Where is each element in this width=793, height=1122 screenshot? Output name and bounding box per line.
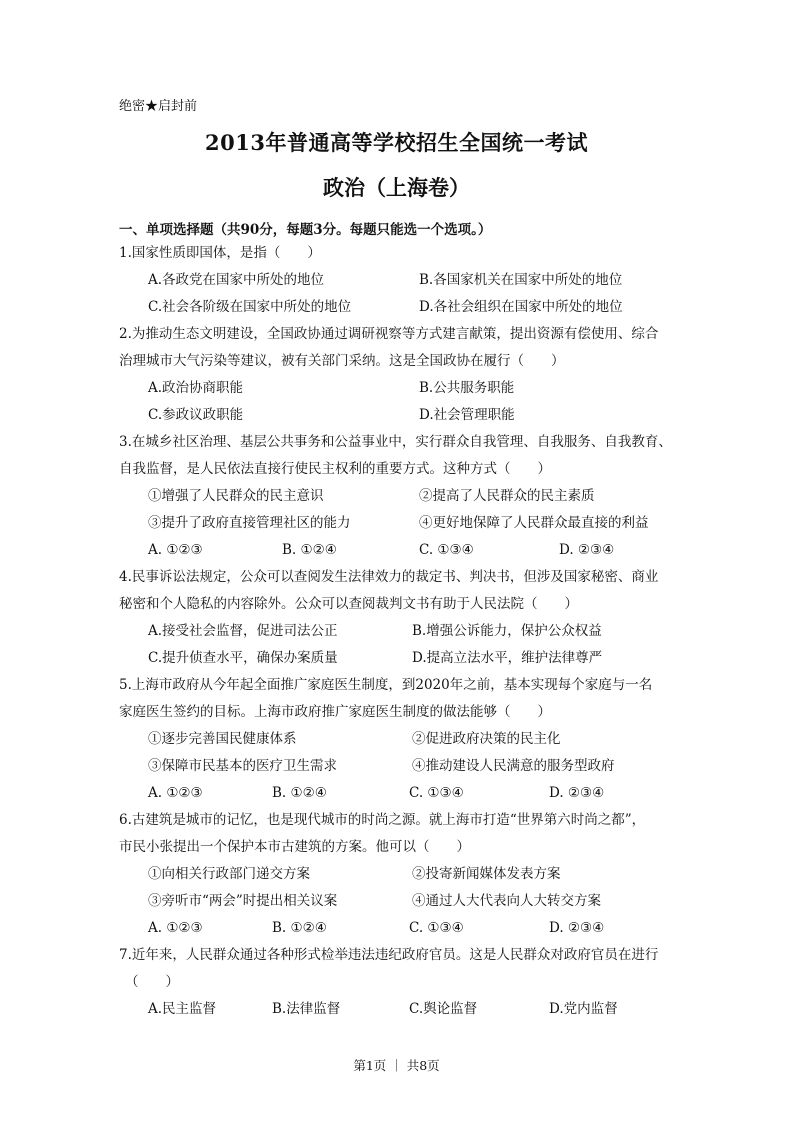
- choice-row: [119, 780, 679, 807]
- question-stem: 市民小张提出一个保护本市古建筑的方案。他可以（ ）: [119, 839, 470, 855]
- page-footer: 第1页 ｜ 共8页: [353, 1058, 440, 1073]
- option-row: [119, 402, 679, 429]
- question-stem: （ ）: [125, 974, 179, 990]
- statement-row: [119, 861, 679, 888]
- option-row: [119, 618, 679, 645]
- statement-row: [119, 888, 679, 915]
- question-list: [119, 240, 679, 1023]
- exam-title: 2013年普通高等学校招生全国统一考试: [205, 130, 588, 155]
- section-title: 一、单项选择题（共90分，每题3分。每题只能选一个选项。）: [119, 222, 492, 238]
- choice-c: C. ①③④: [409, 785, 464, 801]
- question-5: [119, 672, 679, 807]
- option-a: A.政治协商职能: [148, 380, 244, 396]
- question-stem: 3.在城乡社区治理、基层公共事务和公益事业中，实行群众自我管理、自我服务、自我教育、: [119, 434, 672, 450]
- option-b: B.公共服务职能: [419, 380, 515, 396]
- option-a: A.接受社会监督，促进司法公正: [148, 623, 338, 639]
- choice-row: [119, 537, 679, 564]
- choice-d: D. ②③④: [549, 920, 605, 936]
- option-c: C.提升侦查水平，确保办案质量: [148, 650, 338, 666]
- choice-a: A.民主监督: [148, 1001, 217, 1017]
- question-stem: 2.为推动生态文明建设，全国政协通过调研视察等方式建言献策，提出资源有偿使用、综合: [119, 326, 659, 342]
- question-3: [119, 429, 679, 564]
- statement-row: [119, 726, 679, 753]
- question-stem: 4.民事诉讼法规定，公众可以查阅发生法律效力的裁定书、判决书，但涉及国家秘密、商业: [119, 569, 659, 585]
- question-stem: 6.古建筑是城市的记忆，也是现代城市的时尚之源。就上海市打造“世界第六时尚之都”，: [119, 812, 646, 828]
- choice-row: [119, 915, 679, 942]
- statement-1: ①增强了人民群众的民主意识: [148, 488, 324, 504]
- choice-c: C.舆论监督: [409, 1001, 478, 1017]
- choice-b: B.法律监督: [272, 1001, 341, 1017]
- statement-2: ②促进政府决策的民主化: [412, 731, 561, 747]
- statement-4: ④更好地保障了人民群众最直接的利益: [419, 515, 649, 531]
- option-a: A.各政党在国家中所处的地位: [148, 272, 325, 288]
- statement-4: ④推动建设人民满意的服务型政府: [412, 758, 615, 774]
- option-c: C.社会各阶级在国家中所处的地位: [148, 299, 352, 315]
- statement-row: [119, 483, 679, 510]
- question-stem: 家庭医生签约的目标。上海市政府推广家庭医生制度的做法能够（ ）: [119, 704, 551, 720]
- choice-d: D. ②③④: [559, 542, 615, 558]
- statement-1: ①逐步完善国民健康体系: [148, 731, 297, 747]
- option-row: [119, 294, 679, 321]
- statement-row: [119, 510, 679, 537]
- option-d: D.提高立法水平，维护法律尊严: [412, 650, 603, 666]
- statement-row: [119, 753, 679, 780]
- choice-b: B. ①②④: [282, 542, 337, 558]
- choice-a: A. ①②③: [148, 920, 203, 936]
- option-row: [119, 375, 679, 402]
- choice-c: C. ①③④: [409, 920, 464, 936]
- question-stem: 7.近年来，人民群众通过各种形式检举违法违纪政府官员。这是人民群众对政府官员在进行: [119, 947, 659, 963]
- question-stem: 1.国家性质即国体，是指（ ）: [119, 245, 321, 261]
- statement-3: ③保障市民基本的医疗卫生需求: [148, 758, 337, 774]
- choice-c: C. ①③④: [419, 542, 474, 558]
- choice-d: D. ②③④: [549, 785, 605, 801]
- option-row: [119, 267, 679, 294]
- statement-1: ①向相关行政部门递交方案: [148, 866, 310, 882]
- option-row: [119, 645, 679, 672]
- choice-b: B. ①②④: [272, 785, 327, 801]
- choice-a: A. ①②③: [148, 542, 203, 558]
- statement-2: ②投寄新闻媒体发表方案: [412, 866, 561, 882]
- option-b: B.各国家机关在国家中所处的地位: [419, 272, 623, 288]
- question-1: [119, 240, 679, 321]
- choice-row: [119, 996, 679, 1023]
- option-d: D.社会管理职能: [419, 407, 515, 423]
- question-6: [119, 807, 679, 942]
- statement-4: ④通过人大代表向人大转交方案: [412, 893, 601, 909]
- option-d: D.各社会组织在国家中所处的地位: [419, 299, 623, 315]
- exam-subtitle: 政治（上海卷）: [323, 175, 470, 200]
- choice-d: D.党内监督: [549, 1001, 618, 1017]
- statement-3: ③旁听市“两会”时提出相关议案: [148, 893, 338, 909]
- statement-2: ②提高了人民群众的民主素质: [419, 488, 595, 504]
- question-stem: 秘密和个人隐私的内容除外。公众可以查阅裁判文书有助于人民法院（ ）: [119, 596, 578, 612]
- choice-b: B. ①②④: [272, 920, 327, 936]
- confidential-note: 绝密★启封前: [119, 99, 198, 114]
- question-stem: 治理城市大气污染等建议，被有关部门采纳。这是全国政协在履行（ ）: [119, 353, 565, 369]
- choice-a: A. ①②③: [148, 785, 203, 801]
- option-c: C.参政议政职能: [148, 407, 244, 423]
- question-2: [119, 321, 679, 429]
- option-b: B.增强公诉能力，保护公众权益: [412, 623, 602, 639]
- statement-3: ③提升了政府直接管理社区的能力: [148, 515, 351, 531]
- question-stem: 5.上海市政府从今年起全面推广家庭医生制度，到2020年之前，基本实现每个家庭与一名: [119, 677, 653, 693]
- question-7: [119, 942, 679, 1023]
- question-4: [119, 564, 679, 672]
- question-stem: 自我监督，是人民依法直接行使民主权利的重要方式。这种方式（ ）: [119, 461, 551, 477]
